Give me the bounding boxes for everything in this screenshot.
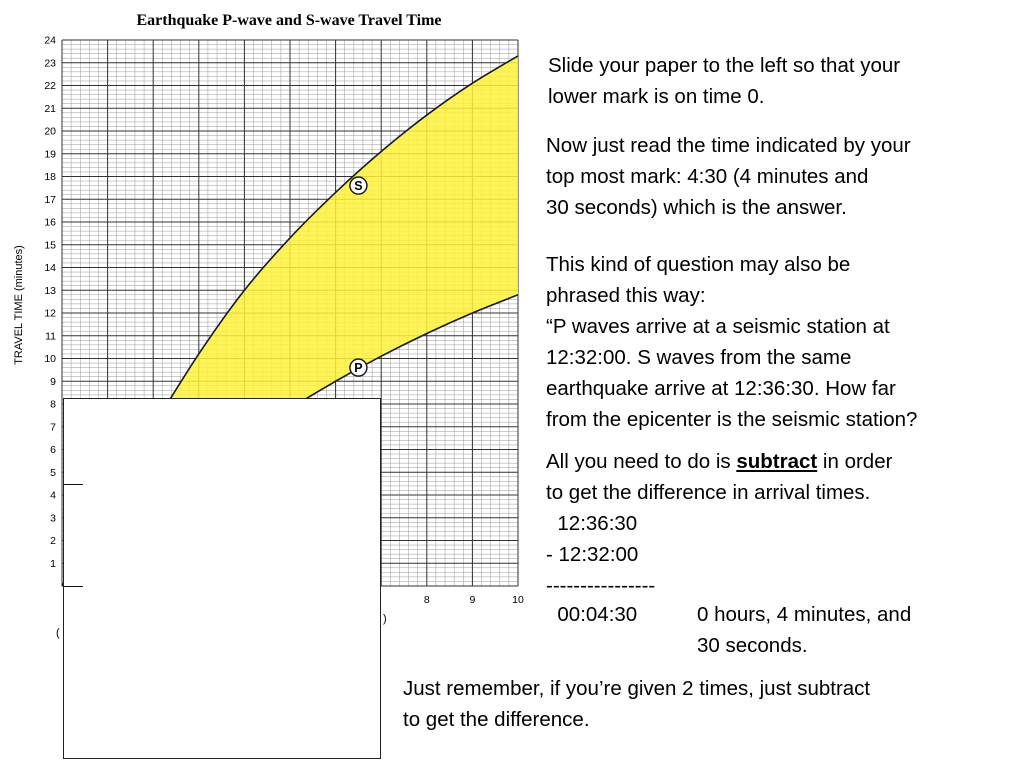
annotation-label: P — [354, 361, 363, 376]
y-tick-label: 8 — [50, 398, 56, 411]
y-tick-label: 10 — [44, 353, 56, 365]
y-tick-label: 16 — [44, 216, 56, 229]
x-tick-labels — [424, 594, 524, 606]
y-tick-label: 20 — [44, 125, 56, 138]
y-tick-label: 11 — [45, 330, 56, 343]
y-tick-label: 3 — [50, 512, 56, 525]
subtract-post: in order to get the difference in arrival times. — [546, 450, 893, 504]
chart-title: Earthquake P-wave and S-wave Travel Time — [136, 12, 442, 29]
paper-lower-mark — [63, 586, 83, 587]
subtract-word: subtract — [736, 450, 818, 473]
subtract-instruction — [546, 446, 892, 508]
calc-explanation: 0 hours, 4 minutes, and 30 seconds. — [697, 603, 912, 657]
calc-line-1: 12:36:30 — [546, 512, 638, 535]
y-tick-label: 7 — [50, 421, 56, 434]
x-tick-label: 9 — [469, 594, 476, 606]
calc-line-2: - 12:32:00 — [546, 543, 639, 566]
paper-top-mark — [63, 484, 83, 485]
y-tick-label: 6 — [50, 444, 56, 456]
partial-label-left: ( — [56, 627, 60, 639]
calc-result: 00:04:30 — [546, 603, 638, 626]
y-tick-label: 24 — [44, 34, 56, 47]
y-tick-labels — [44, 35, 56, 570]
y-tick-label: 4 — [50, 489, 56, 502]
y-tick-label: 12 — [44, 307, 56, 320]
overlay-paper — [63, 398, 381, 759]
y-tick-label: 13 — [44, 284, 56, 297]
y-tick-label: 5 — [50, 466, 56, 479]
y-tick-label: 18 — [44, 171, 56, 183]
y-tick-label: 9 — [50, 375, 56, 388]
y-tick-label: 15 — [44, 239, 56, 252]
instruction-slide-paper: Slide your paper to the left so that your lower mark is on time 0. — [548, 54, 901, 108]
x-tick-label: 8 — [423, 594, 430, 606]
y-tick-label: 17 — [44, 193, 56, 206]
y-axis-label: TRAVEL TIME (minutes) — [13, 245, 25, 365]
y-tick-label: 23 — [44, 57, 56, 70]
y-tick-label: 19 — [44, 148, 56, 161]
question-phrasing: This kind of question may also be phrased this way: “P waves arrive at a seismic station at 12:32:00. S waves from the same earthquake arrive at 12:36:30. How far from the epicenter is the seismic station? — [546, 253, 918, 431]
y-tick-label: 2 — [50, 535, 56, 547]
calc-divider: ---------------- — [546, 574, 656, 597]
partial-label-right: ) — [383, 613, 387, 625]
x-tick-label: 10 — [512, 594, 524, 606]
subtract-pre: All you need to do is — [546, 450, 737, 473]
annotation-label: S — [354, 179, 363, 194]
y-tick-label: 14 — [44, 262, 56, 274]
y-tick-label: 22 — [44, 80, 56, 92]
instruction-read-time: Now just read the time indicated by your top most mark: 4:30 (4 minutes and 30 seconds) which is the answer. — [546, 134, 911, 219]
y-tick-label: 1 — [50, 557, 56, 570]
closing-remark: Just remember, if you’re given 2 times, just subtract to get the difference. — [403, 677, 871, 731]
y-tick-label: 21 — [44, 102, 56, 115]
